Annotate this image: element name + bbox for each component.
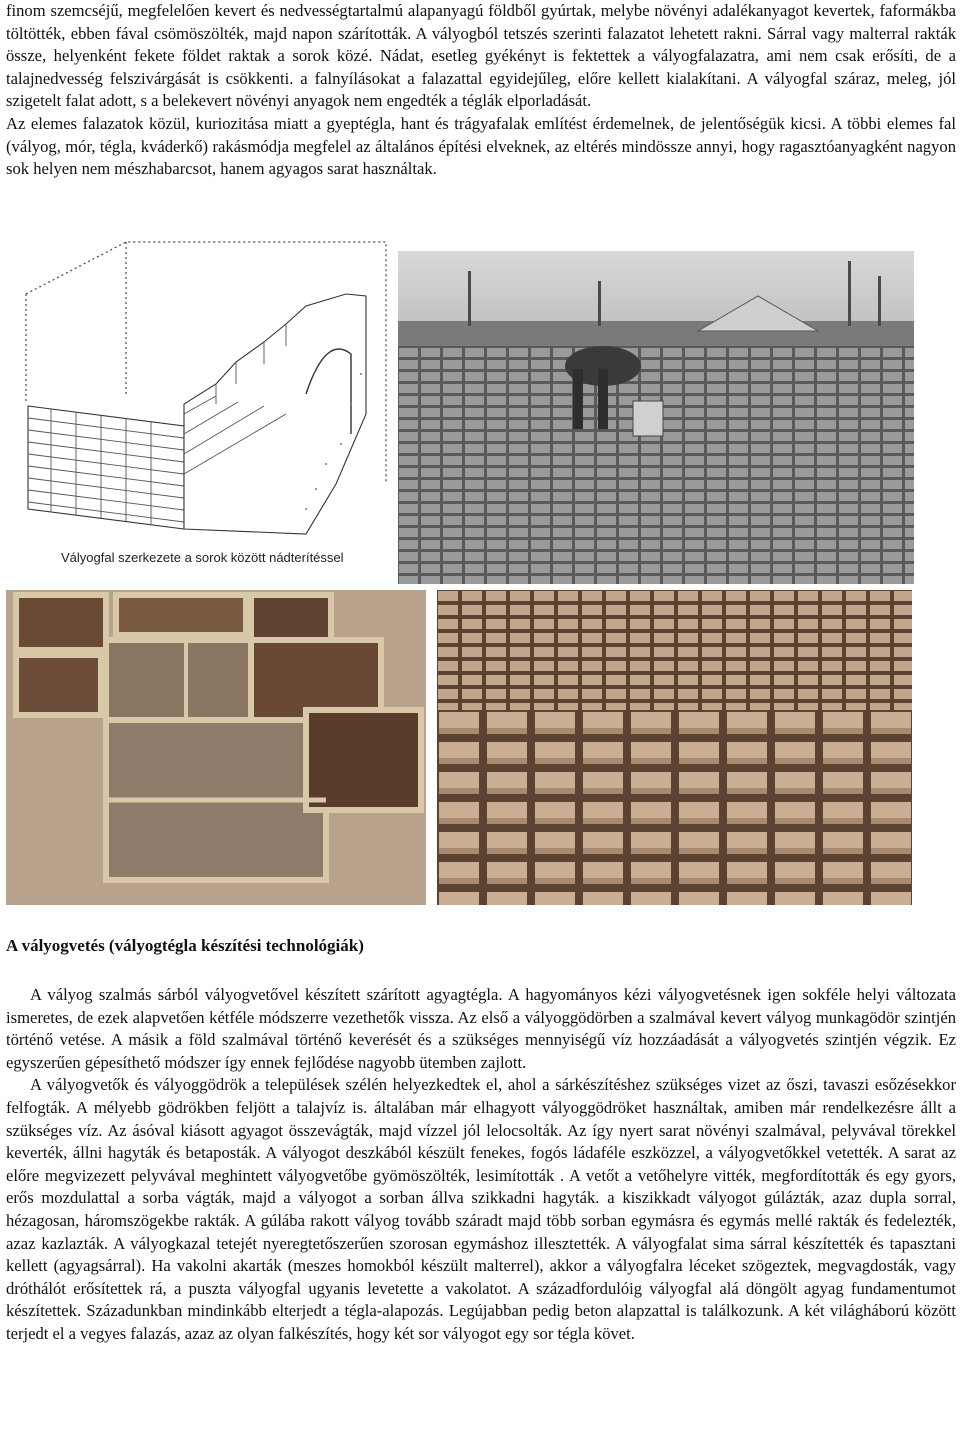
drying-bricks-photo [437,590,912,905]
intro-paragraph: Az elemes falazatok közül, kuriozitása miatt a gyeptégla, hant és trágyafalak említést érdemelnek, de jelentőségük kicsi. A többi elemes fal (vályog, mór, tégla, kváderkő) rakásmódja megfelel az általános építési elveknek, az eltérés mindössze annyi, hogy ragasztóanyagként nagyon sok helyen nem mészhabarcsot, hanem agyagos sarat használtak. [6,113,956,179]
field-photo-svg [398,251,914,584]
dry-bricks-svg [437,590,912,905]
brickmaking-field-photo [398,251,914,584]
intro-text [6,0,956,181]
section-body [6,984,956,1346]
drawing-caption: Vályogfal szerkezete a sorok között nádterítéssel [61,550,344,565]
section-paragraph: A vályog szalmás sárból vályogvetővel készített szárított agyagtégla. A hagyományos kézi vályogvetésnek igen sokféle helyi változata ismeretes, de ezek alapvetően kétféle módszerre vezethetők vissza. Az első a vályoggödörben a szalmával kevert vályog munkagödör szintjén történő vetése. A másik a föld szalmával történő keverését és a szükséges mennyiségű víz hozzáadását a vályogvetés szintjén végzik. Ez egyszerűen gépesíthető módszer így ennek fejlődése nagyobb ütemben zajlott. [6,985,956,1072]
wall-structure-drawing [6,234,398,584]
wet-bricks-svg [6,590,426,905]
intro-paragraph: finom szemcséjű, megfelelően kevert és nedvességtartalmú alapanyagú földből gyúrtak, melybe növényi adalékanyagot kevertek, faformákba töltötték, ebben fával csömöszölték, majd napon szárították. A vályogból tetszés szerinti falazatot lehetett rakni. Sárral vagy malterral rakták össze, helyenként fekete földet raktak a sorok közé. Nádat, esetleg gyékényt is fektettek a vályogfalazatra, ami nem csak erősíti, de a talajnedvesség felszivárgását is csökkenti. a falnyílásokat a falazattal egyidejűleg, előre kellett kialakítani. A vályogfal száraz, meleg, jól szigetelt falat adott, s a belekevert növényi anyagok nem engedték a téglák elporladását. [6,1,956,111]
section-paragraph: A vályogvetők és vályoggödrök a települések szélén helyezkedtek el, ahol a sárkészítéshez szükséges vizet az őszi, tavaszi esőzésekkor felfogták. A mélyebb gödrökben feljött a talajvíz is. általában már elhagyott vályoggödröket használtak, amiben már rendelkezésre állt a szükséges víz. Az ásóval kiásott agyagot összevágták, majd vízzel jól lelocsolták. Az így nyert sarat növényi szalmával, pelyvával törekkel keverték, állni hagyták és betaposták. A vályogot deszkából készült fenekes, fogós ládaféle eszközzel, a vályogvetőkkel vetették. A sarat az előre megvizezett pelyvával meghintett vályogvetőbe gyömöszölték, lesimították . A vetőt a vetőhelyre vitték, megfordították és egy gyors, erős mozdulattal a sorba vágták, majd a vályogot a sorban állva szikkadni hagyták. a kiszikkadt vályogot gúlázták, azaz dupla sorral, hézagosan, háromszögekbe rakták. A gúlába rakott vályog tovább száradt majd több sorban egymásra és egymás mellé rakták és fedelezték, azaz kazlazták. A vályogkazal tetejét nyeregtetőszerűen szorosan egymáshoz illesztették. A vályogfalat sima sárral készítették és tapasztani kellett (agyagsárral). Ha vakolni akarták (meszes homokból készült malterrel), akkor a vályogfalra léceket szögeztek, megvagdosták, vagy dróthálót erősítettek rá, a puszta vályogfal ugyanis levetette a vakolatot. A századfordulóig vályogfal alá döngölt agyag fundamentumot készítettek. Századunkban mindinkább elterjedt a tégla-alapozás. Legújabban pedig beton alapzattal is találkozunk. A két világháború között terjedt el a vegyes falazás, azaz az olyan falkészítés, hogy két sor vályogot egy sor tégla követ. [6,1075,956,1343]
wall-drawing-svg [6,234,398,584]
wet-bricks-molds-photo [6,590,426,905]
section-title: A vályogvetés (vályogtégla készítési technológiák) [6,936,364,955]
